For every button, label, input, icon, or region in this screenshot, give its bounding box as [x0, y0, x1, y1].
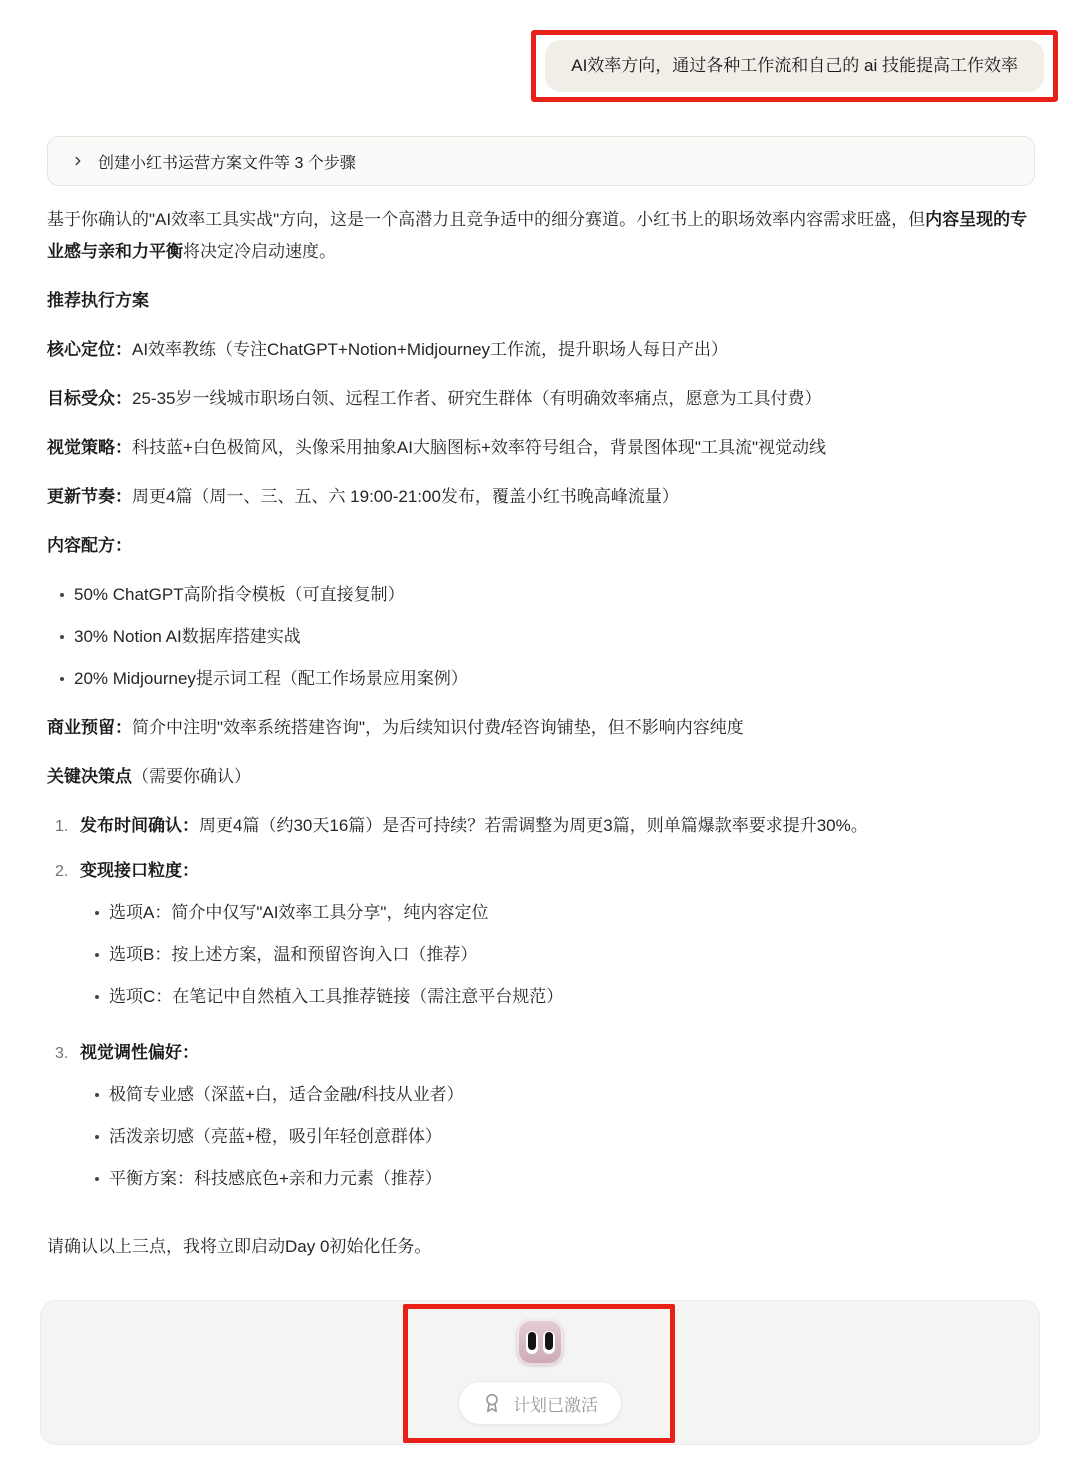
mascot-eye — [526, 1331, 538, 1354]
decisions-heading — [47, 761, 1035, 793]
annotation-box-top — [531, 30, 1058, 102]
steps-toggle-label: 创建小红书运营方案文件等 3 个步骤 — [98, 154, 356, 172]
chevron-right-icon — [71, 154, 85, 168]
content-mix-heading: 内容配方： — [47, 536, 132, 555]
decision-label: 变现接口粒度： — [80, 861, 199, 880]
decision-number: 2. — [55, 863, 69, 880]
intro-text-bold: 内容呈现的专业感与亲和力平衡 — [47, 210, 1028, 261]
decision-label: 发布时间确认： — [80, 816, 199, 835]
decisions-heading-rest: （需要你确认） — [132, 767, 251, 786]
decision-item-monetization — [55, 855, 1035, 1025]
list-item: 选项B：按上述方案，温和预留咨询入口（推荐） — [92, 939, 1035, 971]
field-label: 目标受众： — [47, 389, 132, 408]
list-item: 20% Midjourney提示词工程（配工作场景应用案例） — [57, 663, 1035, 695]
assistant-mascot-icon — [517, 1319, 563, 1365]
plan-activated-badge[interactable] — [458, 1381, 622, 1425]
field-text: 25-35岁一线城市职场白领、远程工作者、研究生群体（有明确效率痛点，愿意为工具付费） — [132, 389, 822, 408]
content-mix-list — [47, 579, 1035, 695]
field-update-cadence — [47, 481, 1035, 513]
decision-number: 1. — [55, 818, 69, 835]
intro-text-pre: 基于你确认的"AI效率工具实战"方向，这是一个高潜力且竞争适中的细分赛道。小红书上的职场效率内容需求旺盛，但 — [47, 210, 926, 229]
field-text: 周更4篇（周一、三、五、六 19:00-21:00发布，覆盖小红书晚高峰流量） — [132, 487, 679, 506]
award-ribbon-icon — [482, 1393, 502, 1413]
decision-text: 周更4篇（约30天16篇）是否可持续？若需调整为周更3篇，则单篇爆款率要求提升30%。 — [199, 816, 868, 835]
list-item: 活泼亲切感（亮蓝+橙，吸引年轻创意群体） — [92, 1121, 1035, 1153]
plan-activated-label: 计划已激活 — [513, 1395, 598, 1415]
field-visual-strategy — [47, 432, 1035, 464]
intro-text-post: 将决定冷启动速度。 — [183, 242, 336, 261]
field-label: 核心定位： — [47, 340, 132, 359]
list-item: 极简专业感（深蓝+白，适合金融/科技从业者） — [92, 1079, 1035, 1111]
decision-number: 3. — [55, 1045, 69, 1062]
decisions-heading-bold: 关键决策点 — [47, 767, 132, 786]
assistant-response — [0, 204, 1080, 1263]
plan-heading: 推荐执行方案 — [47, 291, 149, 310]
field-label: 更新节奏： — [47, 487, 132, 506]
field-text: 科技蓝+白色极简风，头像采用抽象AI大脑图标+效率符号组合，背景图体现"工具流"视觉动线 — [132, 438, 826, 457]
decision-options-list — [82, 1079, 1035, 1195]
field-business-reserve — [47, 712, 1035, 744]
field-text: AI效率教练（专注ChatGPT+Notion+Midjourney工作流，提升职场人每日产出） — [132, 340, 729, 359]
decision-label: 视觉调性偏好： — [80, 1043, 199, 1062]
list-item: 50% ChatGPT高阶指令模板（可直接复制） — [57, 579, 1035, 611]
field-label: 商业预留： — [47, 718, 132, 737]
user-message-bubble: AI效率方向，通过各种工作流和自己的 ai 技能提高工作效率 — [545, 40, 1044, 92]
footer-content — [41, 1301, 1039, 1425]
mascot-eye — [543, 1331, 555, 1354]
list-item: 选项A：简介中仅写"AI效率工具分享"，纯内容定位 — [92, 897, 1035, 929]
field-target-audience — [47, 383, 1035, 415]
steps-collapse-toggle[interactable] — [47, 136, 1035, 186]
list-item: 30% Notion AI数据库搭建实战 — [57, 621, 1035, 653]
field-text: 简介中注明"效率系统搭建咨询"，为后续知识付费/轻咨询铺垫，但不影响内容纯度 — [132, 718, 744, 737]
decision-item-visual-tone — [55, 1037, 1035, 1207]
user-message-row — [0, 0, 1080, 102]
paragraph-intro — [47, 204, 1035, 268]
closing-paragraph: 请确认以上三点，我将立即启动Day 0初始化任务。 — [47, 1237, 432, 1256]
list-item: 平衡方案：科技感底色+亲和力元素（推荐） — [92, 1163, 1035, 1195]
decision-list — [47, 810, 1035, 1207]
decision-item-publish-time — [55, 810, 1035, 843]
list-item: 选项C：在笔记中自然植入工具推荐链接（需注意平台规范） — [92, 981, 1035, 1013]
field-core-positioning — [47, 334, 1035, 366]
decision-options-list — [82, 897, 1035, 1013]
field-label: 视觉策略： — [47, 438, 132, 457]
task-footer-panel — [40, 1300, 1040, 1445]
